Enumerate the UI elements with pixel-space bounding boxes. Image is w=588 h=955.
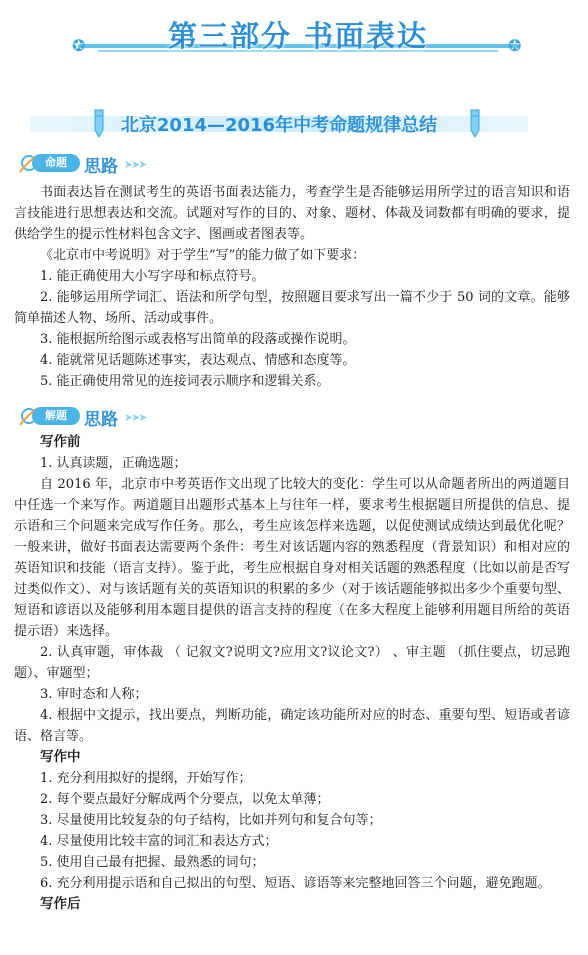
- subheading-after-writing: 写作后: [40, 896, 81, 912]
- star-icon: ✪: [72, 36, 86, 55]
- arrows-decoration-icon: ➤➤➤: [124, 411, 146, 424]
- star-icon: ✪: [508, 36, 522, 55]
- list-item: 2. 认真审题，审体裁 （ 记叙文?说明文?应用文?议论文?） 、审主题 （抓住要点，切忌跑题）、审题型；: [14, 645, 570, 681]
- list-item: 5. 使用自己最有把握、最熟悉的词句；: [40, 855, 265, 870]
- section-heading-jieti: [14, 405, 164, 429]
- list-item: 4. 根据中文提示，找出要点，判断功能，确定该功能所对应的时态、重要句型、短语或者谚语、格言等。: [14, 708, 570, 744]
- subtitle-banner: [14, 108, 544, 138]
- list-item: 4. 能就常见话题陈述事实，表达观点、情感和态度等。: [40, 353, 356, 368]
- section-body-mingti: [14, 182, 570, 392]
- list-item: 1. 认真读题，正确选题；: [40, 456, 187, 471]
- section-badge: 命题: [32, 154, 80, 172]
- paragraph: 自 2016 年，北京市中考英语作文出现了比较大的变化：学生可以从命题者所出的两道题目中任选一个来写作。两道题目出题形式基本上与往年一样，要求考生根据题目所提供的信息、提示语和三个问题来完成写作任务。那么，考生应该怎样来选题，以促使测试成绩达到最优化呢？一般来讲，做好书面表达需要两个条件：考生对该话题内容的熟悉程度（背景知识）和相对应的英语知识和技能（语言支持）。鉴于此，考生应根据自身对相关话题的熟悉程度（比如以前是否写过类似作文）、对与该话题有关的英语知识的积累的多少（对于该话题能够拟出多少个重要句型、短语和谚语以及能够利用本题目提供的语言支持的程度（在多大程度上能够利用题目所给的英语提示语）来选择。: [14, 477, 570, 639]
- arrows-decoration-icon: ➤➤➤: [124, 158, 146, 171]
- section-heading-mingti: [14, 152, 164, 176]
- list-item: 3. 审时态和人称；: [40, 687, 148, 702]
- subheading-before-writing: 写作前: [40, 434, 81, 450]
- list-item: 2. 能够运用所学词汇、语法和所学句型，按照题目要求写出一篇不少于 50 词的文章。能够简单描述人物、场所、活动或事件。: [14, 290, 570, 326]
- list-item: 6. 充分利用提示语和自己拟出的句型、短语、谚语等来完整地回答三个问题，避免跑题。: [40, 876, 551, 891]
- paragraph: 《北京市中考说明》对于学生“写”的能力做了如下要求：: [40, 248, 366, 263]
- list-item: 5. 能正确使用常见的连接词表示顺序和逻辑关系。: [40, 374, 330, 389]
- section-label: 思路: [84, 157, 118, 177]
- section-label: 思路: [84, 410, 118, 430]
- list-item: 3. 尽量使用比较复杂的句子结构，比如并列句和复合句等；: [40, 813, 382, 828]
- part-title-banner: [72, 14, 522, 66]
- section-badge: 解题: [32, 407, 80, 425]
- list-item: 1. 充分利用拟好的提纲，开始写作；: [40, 771, 252, 786]
- list-item: 4. 尽量使用比较丰富的词汇和表达方式；: [40, 834, 278, 849]
- subtitle: 北京2014—2016年中考命题规律总结: [120, 115, 438, 136]
- paragraph: 书面表达旨在测试考生的英语书面表达能力，考查学生是否能够运用所学过的语言知识和语言技能进行思想表达和交流。试题对写作的目的、对象、题材、体裁及词数都有明确的要求，提供给学生的提示性材料包含文字、图画或者图表等。: [14, 185, 570, 242]
- list-item: 3. 能根据所给图示或表格写出简单的段落或操作说明。: [40, 332, 356, 347]
- section-body-jieti: [14, 432, 570, 915]
- page-title: 第三部分 书面表达: [167, 19, 429, 53]
- list-item: 2. 每个要点最好分解成两个分要点，以免太单薄；: [40, 792, 330, 807]
- subheading-during-writing: 写作中: [40, 749, 81, 765]
- list-item: 1. 能正确使用大小写字母和标点符号。: [40, 269, 265, 284]
